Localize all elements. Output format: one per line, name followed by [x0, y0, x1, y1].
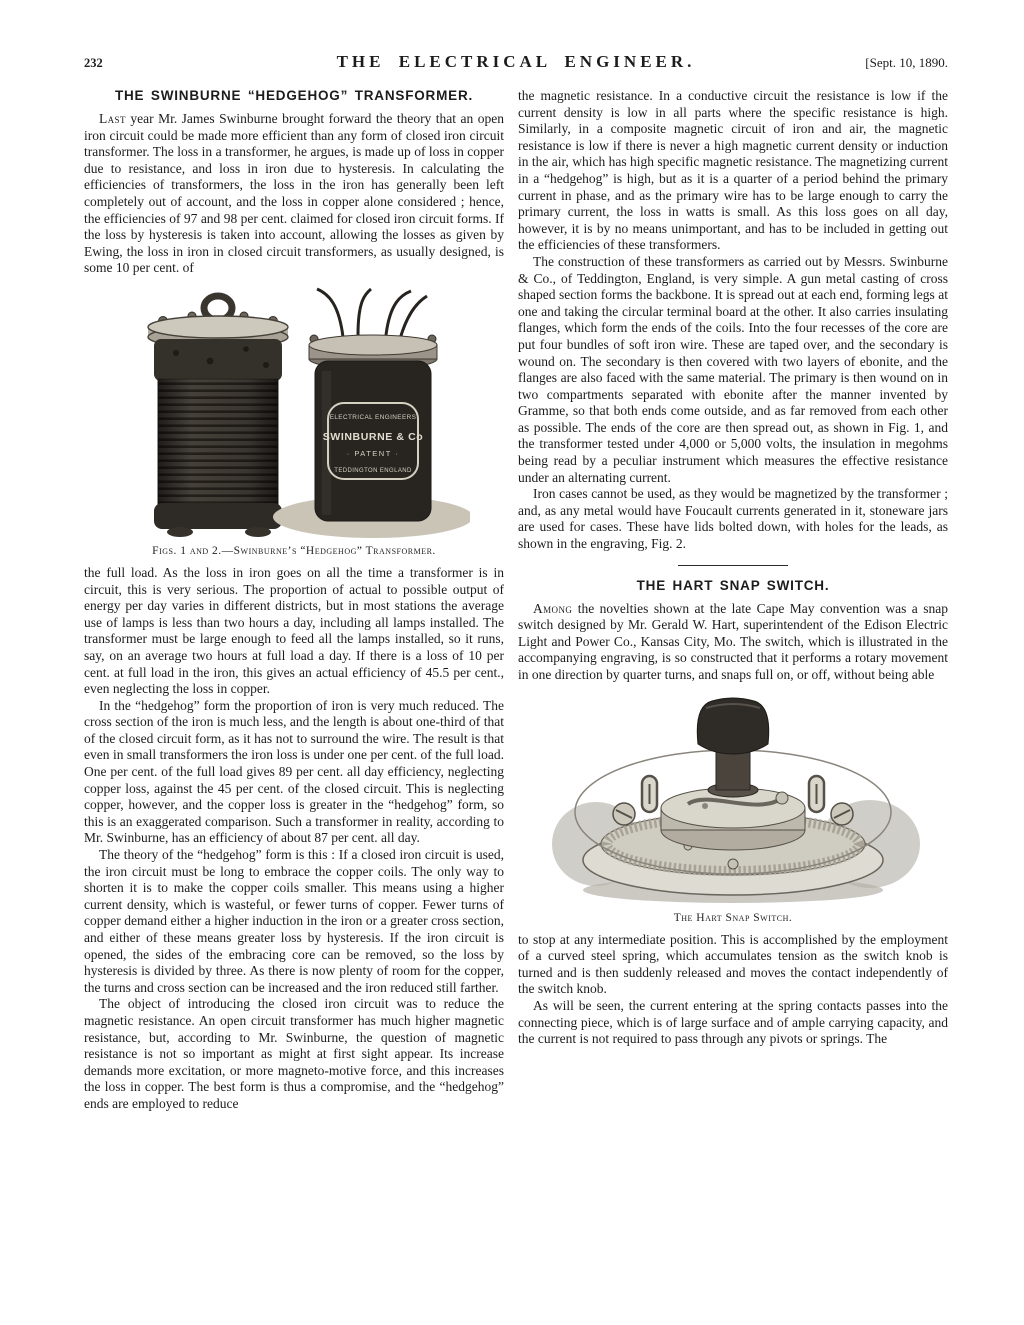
article1-paragraph-7: The construction of these transformers as carried out by Messrs. Swinburne & Co., of Teddington, England, is very simple. A gun metal casting of cross shaped section forms the backbone. It is spread out at each end, forming legs at one and taking the circular terminal board at the other. It also carries insulating flanges, which form the ends of the coils. Into the four recesses of the core are put four bundles of soft iron wire. These are taped over, and the secondary is wound on. The secondary is then covered with two layers of ebonite, and the flanges are also faced with the same material. The primary is then wound on in two compartments separated with ebonite after the manner invented by Gramme, so that both ends come outside, and as far removed from each other as possible. The ends of the core are then spread out, as shown in Fig. 1, and the transformer tested under 4,000 or 5,000 volts, the insulation in megohms being read by a peculiar instrument which measures the effective resistance under an alternating current.	[518, 253, 948, 485]
figure-transformers-caption: Figs. 1 and 2.—Swinburne’s “Hedgehog” Transformer.	[152, 544, 436, 557]
article2-paragraph-3: As will be seen, the current entering at the spring contacts passes into the connecting piece, which is of large surface and of ample carrying capacity, and the current is not required to pass through any pivots or springs. The	[518, 997, 948, 1047]
transformers-engraving-illustration	[118, 287, 470, 539]
fig1-ribbed-transformer-icon	[148, 296, 288, 537]
article1-paragraph-5: The object of introducing the closed iron circuit was to reduce the magnetic resistance. An open circuit transformer has much higher magnetic resistance, but, according to Mr. Swinburne, the question of magnetic resistance is not so important as might at first sight appear. Its increase demands more excitation, or more magneto-motive force, and this increases the loss in copper. The best form is thus a compromise, and the “hedgehog” ends are employed to reduce	[84, 996, 504, 1111]
jar-label	[323, 403, 424, 479]
journal-title: THE ELECTRICAL ENGINEER.	[336, 52, 696, 71]
article1-paragraph-3: In the “hedgehog” form the proportion of iron is very much reduced. The cross section of the iron is much less, and the length is about one-third of that of the closed circuit form, as it has not to surround the wire. The result is that even in small transformers the iron loss is under one per cent. of the full load. One per cent. of the full load gives 89 per cent. all day efficiency, neglecting copper loss, against the 45 per cent. of the closed circuit. This is neglecting copper, however, and the copper loss is greater in the “hedgehog” form, so this is an exaggerated comparison. Such a transformer in reality, according to Mr. Swinburne, has an efficiency of about 87 per cent. all day.	[84, 697, 504, 846]
svg-text:TEDDINGTON ENGLAND: TEDDINGTON ENGLAND	[334, 467, 412, 474]
article2-paragraph-2: to stop at any intermediate position. This is accomplished by the employment of a curved steel spring, which accumulates tension as the switch knob is turned and is then suddenly released and moves the contact independently of the switch knob.	[518, 931, 948, 997]
article1-paragraph-2: the full load. As the loss in iron goes on all the time a transformer is in circuit, this is very serious. The proportion of actual to possible output of energy per day varies in different districts, but in most stations the average use of lamps is less than two hours a day, including all lamps installed. The transformer must be large enough to feed all the lamps installed, so it runs, say, on an average two hours at full load a day. If there is a loss of 10 per cent. at full load in the iron, this gives an actual efficiency of 45.5 per cent., even neglecting the loss in copper.	[84, 564, 504, 697]
figure-snap-switch-caption: The Hart Snap Switch.	[673, 911, 793, 924]
article1-paragraph-1: Last year Mr. James Swinburne brought forward the theory that an open iron circuit could be made more efficient than any form of closed iron circuit transformer. The loss in a transformer, he argues, is made up of loss in copper due to resistance, and loss in iron due to hysteresis. In calculating the efficiencies of transformers, the loss in the iron has generally been left completely out of account, and the loss in copper alone considered ; hence, the efficiencies of 97 and 98 per cent. claimed for closed iron circuit forms. If the loss by hysteresis is taken into account, allowing the losses as given by Ewing, the loss in iron in closed circuit transformers, as usually designed, is some 10 per cent. of	[84, 111, 504, 276]
right-spring-contact-icon	[809, 776, 853, 825]
switch-knob-icon	[697, 698, 768, 797]
svg-text:SWINBURNE & Co: SWINBURNE & Co	[322, 430, 424, 443]
issue-date: [Sept. 10, 1890.	[865, 55, 948, 70]
page-number: 232	[84, 56, 103, 70]
article2-paragraph-1: Among the novelties shown at the late Cape May convention was a snap switch designed by Mr. Gerald W. Hart, superintendent of the Edison Electric Light and Power Co., Kansas City, Mo. The switch, which is illustrated in the accompanying engraving, is so constructed that it performs a rotary movement in one direction by quarter turns, and snaps full on, or off, without being able	[518, 600, 948, 682]
section-divider	[678, 565, 788, 566]
article1-paragraph-8: Iron cases cannot be used, as they would be magnetized by the transformer ; and, as any metal would have Foucault currents generated in it, stoneware jars are used for cases. These have lids bolted down, with holes for the leads, as shown in the engraving, Fig. 2.	[518, 486, 948, 552]
article2-title: THE HART SNAP SWITCH.	[636, 577, 830, 593]
page-header	[84, 52, 948, 72]
left-spring-contact-icon	[613, 776, 657, 825]
fig2-stoneware-jar-icon	[273, 289, 470, 538]
article1-title: THE SWINBURNE “HEDGEHOG” TRANSFORMER.	[114, 88, 474, 103]
article1-paragraph-6: the magnetic resistance. In a conductive circuit the resistance is low if the current density is low in all parts where the specific resistance is high. Similarly, in a composite magnetic circuit of iron and air, the magnetic resistance is low if there is never a high magnetic current density or induction in the air, which has high specific magnetic resistance. The magnetizing current in a “hedgehog” is high, but as it is a quarter of a period behind the primary current in phase, and as the primary wire has to be large enough to carry the primary current, the loss in watts is small. As this loss goes on all day, however, it is by no means unimportant, and has to be included in getting out the efficiencies of these transformers.	[518, 88, 948, 253]
two-column-body	[84, 88, 948, 1113]
left-column	[84, 88, 504, 1113]
svg-text:· PATENT ·: · PATENT ·	[346, 448, 400, 458]
figure-transformers	[84, 287, 504, 557]
svg-text:ELECTRICAL ENGINEERS: ELECTRICAL ENGINEERS	[329, 413, 417, 421]
figure-snap-switch	[518, 694, 948, 924]
snap-switch-engraving-illustration	[540, 694, 926, 906]
article1-paragraph-4: The theory of the “hedgehog” form is this : If a closed iron circuit is used, the iron circuit must be long to embrace the copper coils. The only way to shorten it is to make the copper coils smaller. This means using a higher current density, which is wasteful, or fewer turns of copper. Fewer turns of copper demand either a higher induction in the iron or a greater cross section, and either of these means greater loss by hysteresis. If the iron circuit is opened, the sides of the embracing core can be removed, so the loss by hysteresis is divided by three. As there is now plenty of room for the copper, the turns and cross section can be increased and the iron reduced still farther.	[84, 847, 504, 995]
right-column	[518, 88, 948, 1113]
